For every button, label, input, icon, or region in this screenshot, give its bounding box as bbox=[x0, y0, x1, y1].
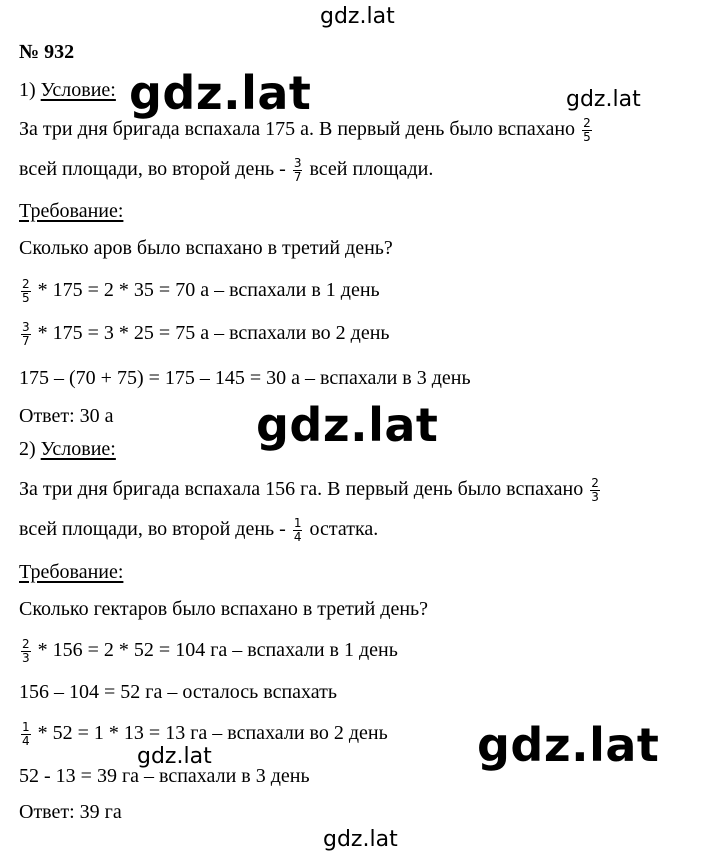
problem-number: № 932 bbox=[19, 41, 75, 63]
part1-step3: 175 – (70 + 75) = 175 – 145 = 30 а – вспахали в 3 день bbox=[19, 367, 471, 389]
part2-condition-c: остатка. bbox=[309, 518, 379, 541]
fraction-2-3 bbox=[590, 477, 600, 504]
fraction-numerator: 2 bbox=[22, 637, 30, 651]
fraction-denominator: 3 bbox=[22, 651, 30, 665]
part2-condition-line2 bbox=[19, 517, 378, 544]
part1-condition-c: всей площади. bbox=[309, 158, 434, 181]
fraction-numerator: 1 bbox=[293, 516, 302, 530]
part2-step3 bbox=[19, 721, 388, 748]
part1-step1 bbox=[19, 278, 380, 305]
watermark-small-mid: gdz.lat bbox=[137, 744, 212, 769]
watermark-top: gdz.lat bbox=[320, 4, 395, 29]
fraction-numerator: 2 bbox=[591, 476, 599, 490]
fraction-numerator: 2 bbox=[583, 116, 591, 130]
part1-label: 1) bbox=[19, 79, 41, 101]
fraction-3-7 bbox=[21, 321, 31, 348]
fraction-denominator: 4 bbox=[293, 530, 302, 544]
part1-condition-label: Условие: bbox=[40, 79, 116, 101]
fraction-denominator: 7 bbox=[293, 170, 302, 184]
watermark-big-right: gdz.lat bbox=[477, 718, 660, 772]
part2-condition-a: За три дня бригада вспахала 156 га. В первый день было вспахано bbox=[19, 478, 584, 501]
part1-requirement-label: Требование: bbox=[19, 200, 124, 222]
part2-condition-line1 bbox=[19, 477, 602, 504]
fraction-3-7 bbox=[293, 157, 303, 184]
part2-step2: 156 – 104 = 52 га – осталось вспахать bbox=[19, 681, 337, 703]
watermark-big: gdz.lat bbox=[129, 66, 312, 120]
watermark-right: gdz.lat bbox=[566, 87, 641, 112]
part2-step1 bbox=[19, 638, 398, 665]
part1-answer: Ответ: 30 а bbox=[19, 405, 114, 427]
part1-step2-text: * 175 = 3 * 25 = 75 а – вспахали во 2 день bbox=[37, 322, 390, 345]
fraction-2-5 bbox=[21, 278, 31, 305]
watermark-big-center: gdz.lat bbox=[256, 398, 439, 452]
fraction-denominator: 3 bbox=[591, 490, 599, 504]
part2-question: Сколько гектаров было вспахано в третий день? bbox=[19, 598, 429, 620]
part1-condition-b: всей площади, во второй день - bbox=[19, 158, 286, 181]
watermark-bottom: gdz.lat bbox=[323, 827, 398, 852]
part2-requirement-label: Требование: bbox=[19, 561, 124, 583]
fraction-denominator: 4 bbox=[22, 734, 30, 748]
part1-condition-line2 bbox=[19, 157, 433, 184]
part1-condition-heading bbox=[19, 78, 116, 102]
part2-condition-heading bbox=[19, 437, 116, 461]
part1-step1-text: * 175 = 2 * 35 = 70 а – вспахали в 1 день bbox=[37, 279, 380, 302]
fraction-denominator: 5 bbox=[22, 291, 30, 305]
part1-condition-a: За три дня бригада вспахала 175 а. В первый день было вспахано bbox=[19, 118, 576, 141]
fraction-1-4 bbox=[293, 517, 303, 544]
fraction-1-4 bbox=[21, 721, 31, 748]
part1-step2 bbox=[19, 321, 390, 348]
part1-question: Сколько аров было вспахано в третий день? bbox=[19, 237, 393, 259]
part2-condition-b: всей площади, во второй день - bbox=[19, 518, 286, 541]
fraction-numerator: 2 bbox=[22, 277, 30, 291]
part2-step1-text: * 156 = 2 * 52 = 104 га – вспахали в 1 день bbox=[37, 639, 398, 662]
fraction-numerator: 3 bbox=[22, 320, 30, 334]
part1-condition-line1 bbox=[19, 117, 594, 144]
fraction-numerator: 3 bbox=[293, 156, 302, 170]
fraction-2-3 bbox=[21, 638, 31, 665]
fraction-denominator: 7 bbox=[22, 334, 30, 348]
part2-condition-label: Условие: bbox=[40, 438, 116, 460]
fraction-numerator: 1 bbox=[22, 720, 30, 734]
part2-answer: Ответ: 39 га bbox=[19, 801, 122, 823]
part2-step4: 52 - 13 = 39 га – вспахали в 3 день bbox=[19, 765, 310, 787]
part2-step3-text: * 52 = 1 * 13 = 13 га – вспахали во 2 день bbox=[37, 722, 388, 745]
part2-label: 2) bbox=[19, 438, 41, 460]
fraction-denominator: 5 bbox=[583, 130, 591, 144]
fraction-2-5 bbox=[582, 117, 592, 144]
